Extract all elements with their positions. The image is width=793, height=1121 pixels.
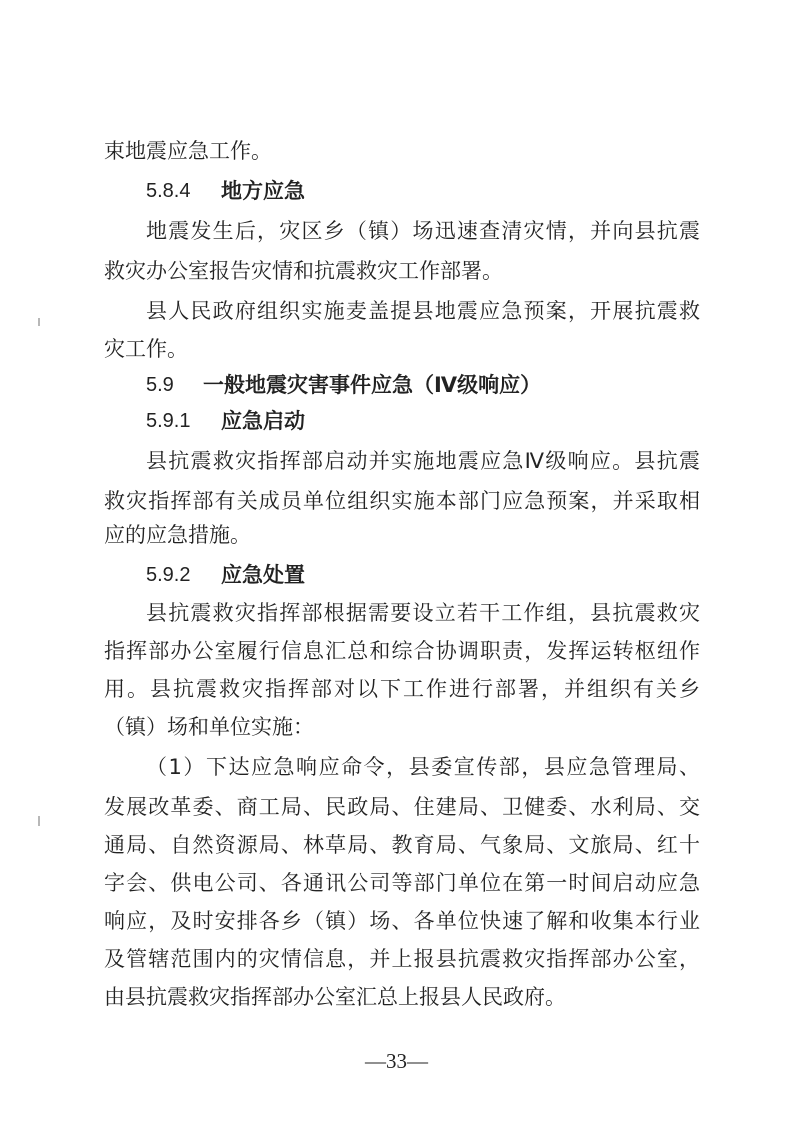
paragraph-line: 用。县抗震救灾指挥部对以下工作进行部署，并组织有关乡 xyxy=(104,677,700,701)
section-heading: 应急启动 xyxy=(221,409,305,433)
paragraph-line: 救灾指挥部有关成员单位组织实施本部门应急预案，并采取相 xyxy=(104,489,700,513)
section-number: 5.9 xyxy=(146,374,174,396)
paragraph-line: 束地震应急工作。 xyxy=(104,139,272,163)
section-heading: 地方应急 xyxy=(221,179,305,203)
paragraph-line: 字会、供电公司、各通讯公司等部门单位在第一时间启动应急 xyxy=(104,871,700,895)
paragraph-line: 灾工作。 xyxy=(104,337,188,361)
paragraph-line: 地震发生后，灾区乡（镇）场迅速查清灾情，并向县抗震 xyxy=(146,219,700,243)
paragraph-line: 发展改革委、商工局、民政局、住建局、卫健委、水利局、交 xyxy=(104,795,700,819)
paragraph-line: 及管辖范围内的灾情信息，并上报县抗震救灾指挥部办公室， xyxy=(104,947,700,971)
paragraph-line: 县抗震救灾指挥部启动并实施地震应急Ⅳ级响应。县抗震 xyxy=(146,449,700,473)
paragraph-line: （镇）场和单位实施： xyxy=(104,715,314,739)
paragraph-line: 通局、自然资源局、林草局、教育局、气象局、文旅局、红十 xyxy=(104,833,700,857)
section-number: 5.9.2 xyxy=(146,564,191,586)
paragraph-line: 县人民政府组织实施麦盖提县地震应急预案，开展抗震救 xyxy=(146,299,700,323)
section-heading: 应急处置 xyxy=(221,563,305,587)
scan-mark xyxy=(38,816,40,826)
paragraph-line: 响应，及时安排各乡（镇）场、各单位快速了解和收集本行业 xyxy=(104,909,700,933)
paragraph-line: 由县抗震救灾指挥部办公室汇总上报县人民政府。 xyxy=(104,985,566,1009)
paragraph-line: 救灾办公室报告灾情和抗震救灾工作部署。 xyxy=(104,259,503,283)
section-heading: 一般地震灾害事件应急（Ⅳ级响应） xyxy=(203,373,542,397)
paragraph-line: 指挥部办公室履行信息汇总和综合协调职责，发挥运转枢纽作 xyxy=(104,639,700,663)
paragraph-line: 县抗震救灾指挥部根据需要设立若干工作组，县抗震救灾 xyxy=(146,601,700,625)
scan-mark xyxy=(38,318,40,326)
section-number: 5.8.4 xyxy=(146,180,191,202)
paragraph-line: 应的应急措施。 xyxy=(104,523,251,547)
section-number: 5.9.1 xyxy=(146,410,191,432)
page-number: —33— xyxy=(365,1049,428,1073)
paragraph-line: （1）下达应急响应命令，县委宣传部，县应急管理局、 xyxy=(146,755,700,779)
